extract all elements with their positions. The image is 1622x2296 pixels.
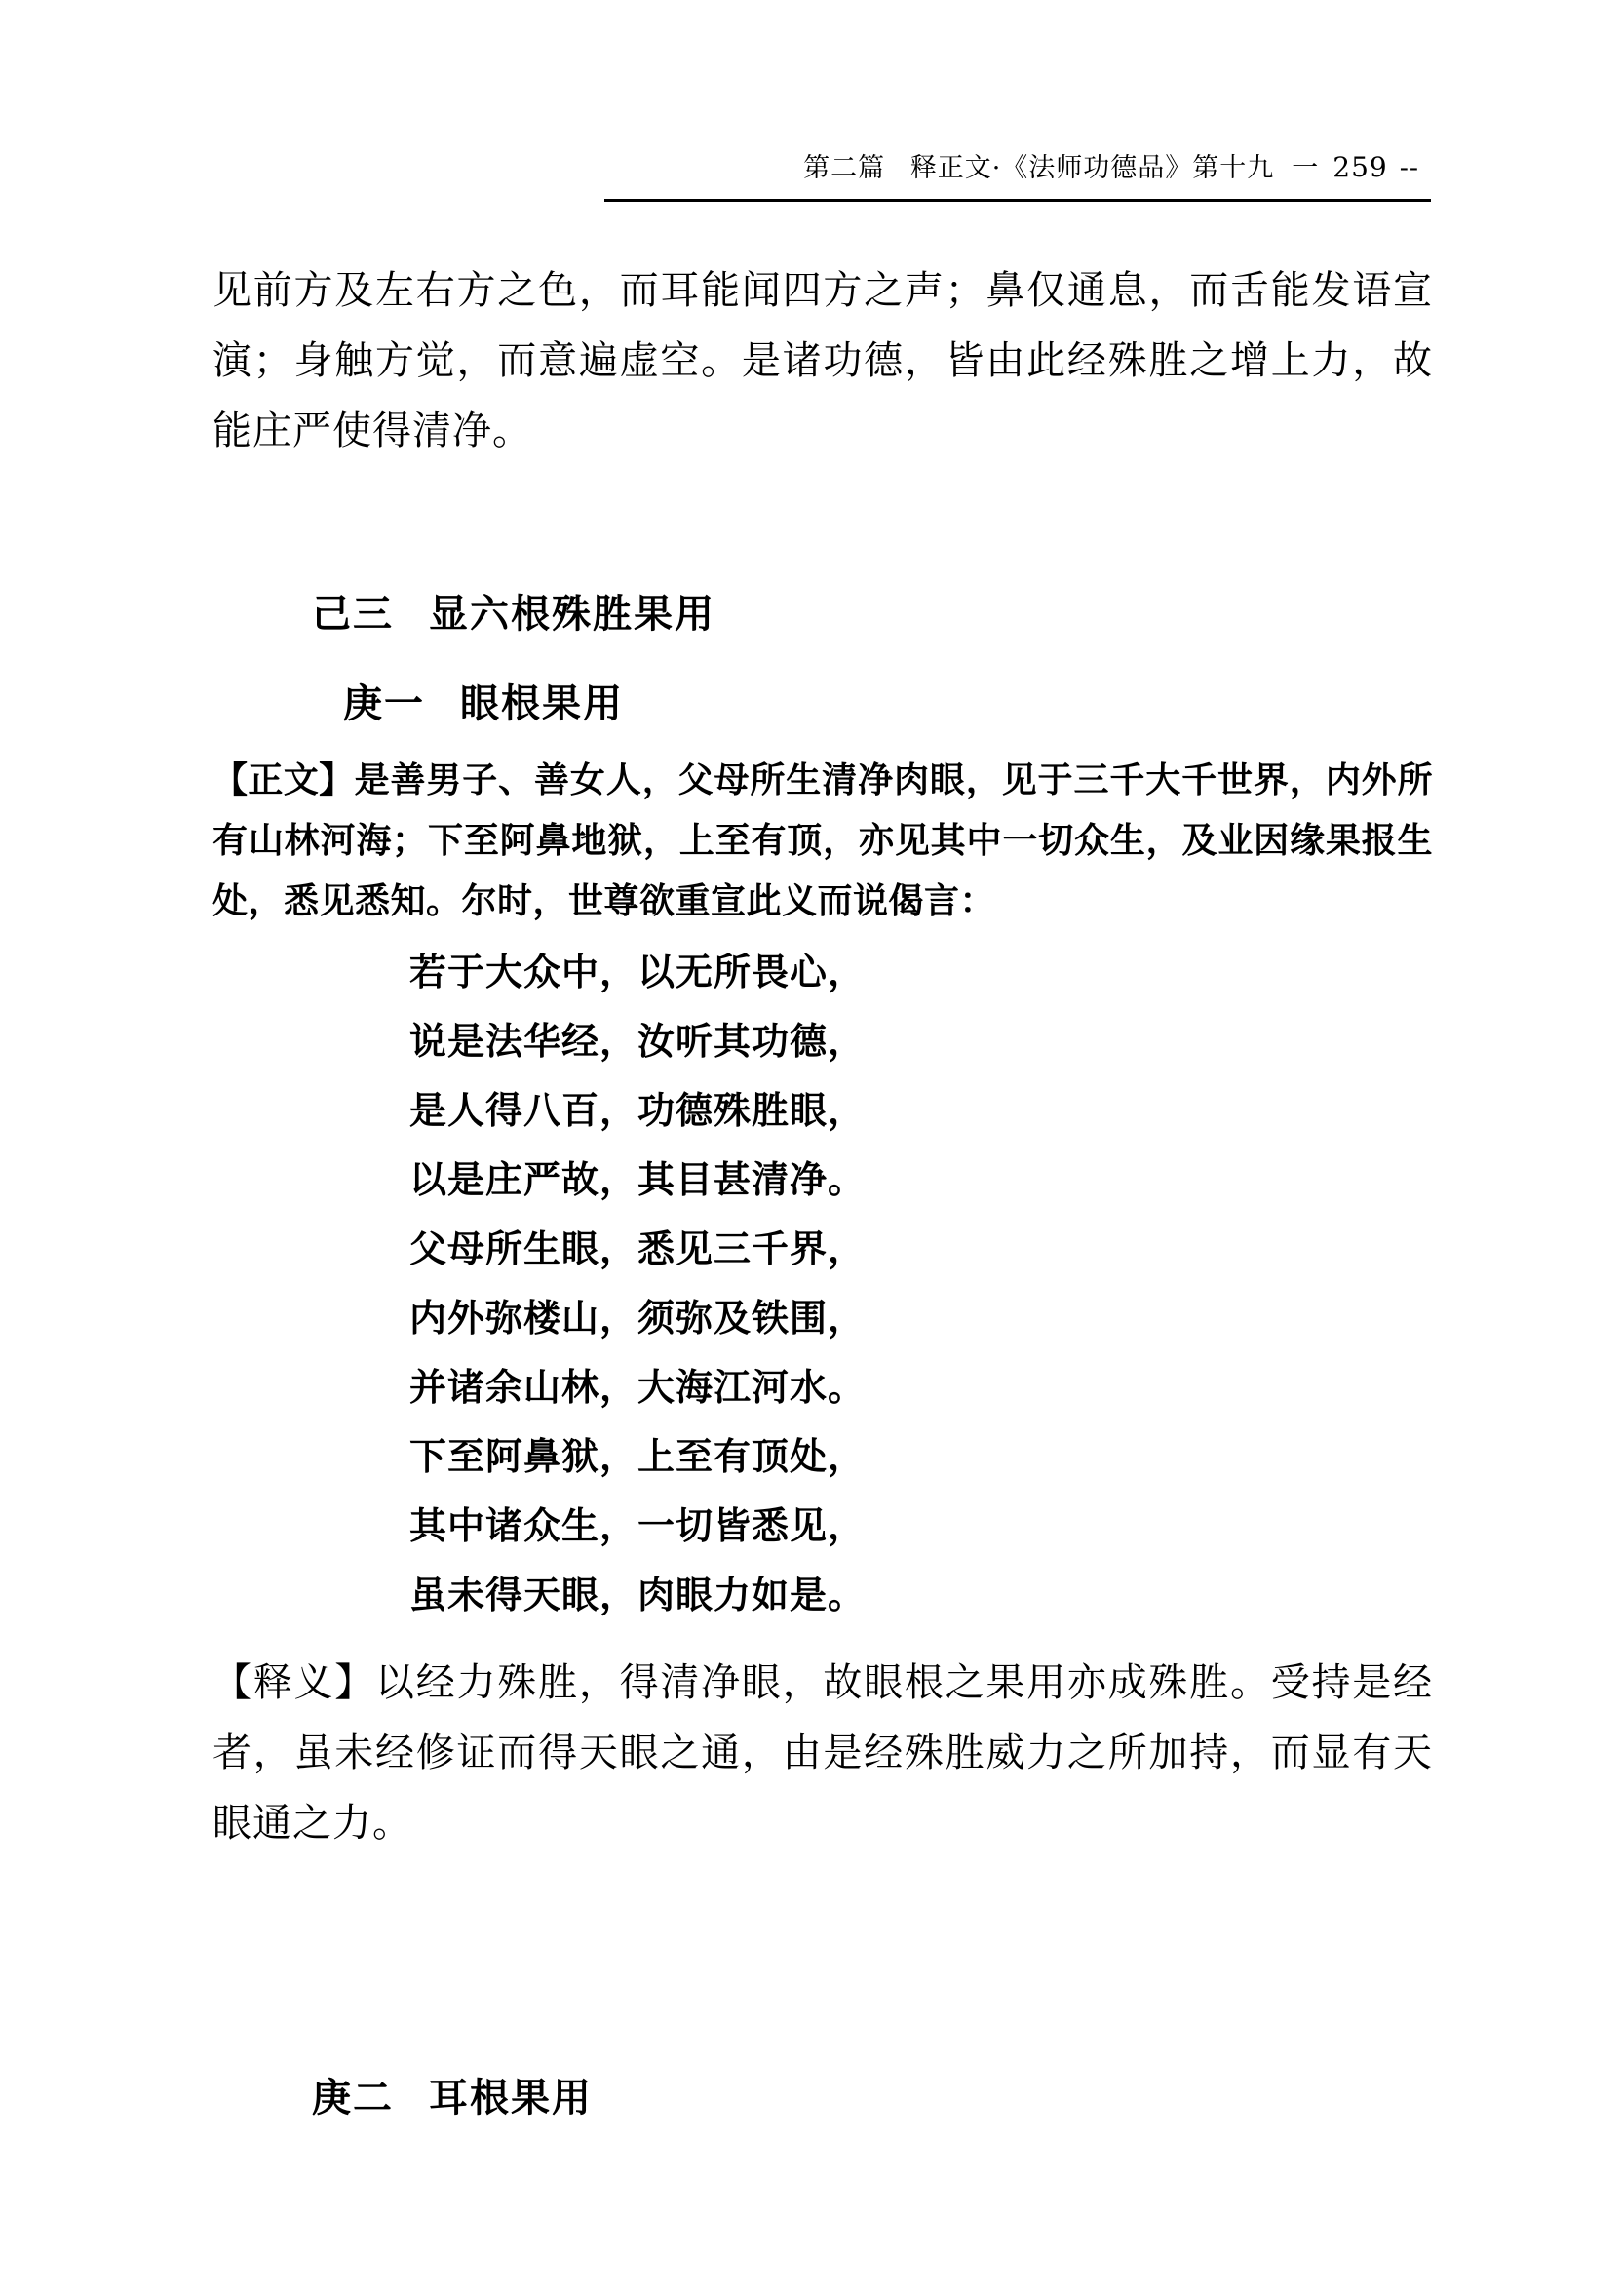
heading-geng-er-title: 耳根果用 (429, 2076, 593, 2121)
header-part: 第二篇 (803, 153, 886, 183)
header-separator: · (991, 153, 1002, 183)
verse-line: 虽未得天眼，肉眼力如是。 (409, 1574, 867, 1616)
header-dash-left: 一 (1292, 153, 1320, 183)
sutra-marker: 【正文】 (212, 760, 355, 800)
verse-line: 内外弥楼山，须弥及铁围， (409, 1297, 867, 1340)
verse-line: 其中诸众生，一切皆悉见， (409, 1504, 867, 1547)
running-header (222, 146, 1431, 184)
verse-line: 说是法华经，汝听其功德， (409, 1020, 867, 1063)
verse-line: 下至阿鼻狱，上至有顶处， (409, 1435, 867, 1478)
header-section: 释正文 (909, 153, 992, 183)
verse-line: 并诸余山林，大海江河水。 (409, 1366, 867, 1409)
header-rule (604, 199, 1431, 202)
header-dash-right: -- (1399, 153, 1419, 183)
commentary-marker: 【释义】 (212, 1660, 376, 1705)
heading-geng-yi-title: 眼根果用 (460, 681, 624, 726)
heading-ji-san (312, 583, 715, 639)
header-chapter: 《法师功德品》第十九 (1001, 153, 1275, 183)
page-number: 259 (1332, 151, 1388, 183)
verse-line: 是人得八百，功德殊胜眼， (409, 1089, 867, 1132)
verse-block (409, 938, 1384, 1630)
commentary-text: 以经力殊胜，得清净眼，故眼根之果用亦成殊胜。受持是经者，虽未经修证而得天眼之通，由是经殊胜威力之所加持，而显有天眼通之力。 (212, 1660, 1434, 1846)
verse-line: 若于大众中，以无所畏心， (409, 951, 867, 993)
verse-line: 以是庄严故，其目甚清净。 (409, 1158, 867, 1201)
heading-ji-san-title: 显六根殊胜果用 (429, 592, 715, 637)
heading-ji-san-number: 己三 (312, 592, 394, 637)
heading-geng-er-number: 庚二 (312, 2076, 394, 2121)
running-header-text (803, 146, 1431, 184)
commentary-paragraph (212, 1648, 1433, 1858)
heading-geng-er (312, 2067, 593, 2122)
heading-geng-yi-number: 庚一 (343, 681, 425, 726)
sutra-paragraph (212, 751, 1433, 932)
verse-line: 父母所生眼，悉见三千界， (409, 1227, 867, 1270)
sutra-text: 是善男子、善女人，父母所生清净肉眼，见于三千大千世界，内外所有山林河海；下至阿鼻地狱，上至有顶，亦见其中一切众生，及业因缘果报生处，悉见悉知。尔时，世尊欲重宣此义而说偈言： (212, 760, 1433, 921)
heading-geng-yi (343, 673, 624, 728)
opening-paragraph: 见前方及左右方之色，而耳能闻四方之声；鼻仅通息，而舌能发语宣演；身触方觉，而意遍虚空。是诸功德，皆由此经殊胜之增上力，故能庄严使得清净。 (212, 268, 1433, 453)
